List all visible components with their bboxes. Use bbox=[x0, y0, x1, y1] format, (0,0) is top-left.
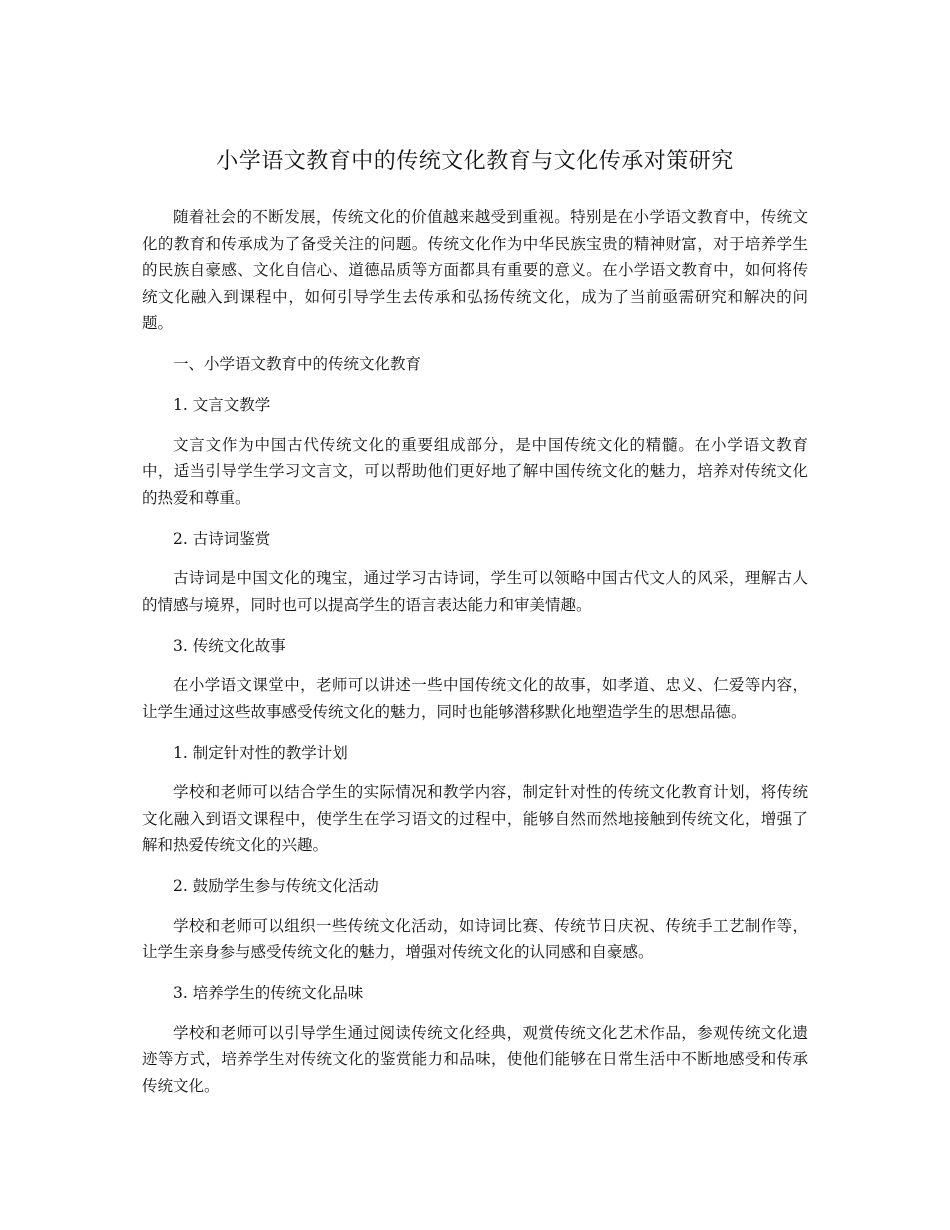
item-heading: 3. 培养学生的传统文化品味 bbox=[173, 984, 364, 1002]
item-paragraph: 学校和老师可以组织一些传统文化活动，如诗词比赛、传统节日庆祝、传统手工艺制作等，让学生亲身参与感受传统文化的魅力，增强对传统文化的认同感和自豪感。 bbox=[142, 916, 808, 961]
intro-paragraph: 随着社会的不断发展，传统文化的价值越来越受到重视。特别是在小学语文教育中，传统文化的教育和传承成为了备受关注的问题。传统文化作为中华民族宝贵的精神财富，对于培养学生的民族自豪感、文化自信心、道德品质等方面都具有重要的意义。在小学语文教育中，如何将传统文化融入到课程中，如何引导学生去传承和弘扬传统文化，成为了当前亟需研究和解决的问题。 bbox=[142, 208, 808, 332]
item-heading: 1. 文言文教学 bbox=[173, 396, 271, 414]
item-paragraph: 学校和老师可以结合学生的实际情况和教学内容，制定针对性的传统文化教育计划，将传统文化融入到语文课程中，使学生在学习语文的过程中，能够自然而然地接触到传统文化，增强了解和热爱传统文化的兴趣。 bbox=[142, 783, 808, 854]
document-body bbox=[142, 204, 808, 1099]
item-paragraph: 文言文作为中国古代传统文化的重要组成部分，是中国传统文化的精髓。在小学语文教育中，适当引导学生学习文言文，可以帮助他们更好地了解中国传统文化的魅力，培养对传统文化的热爱和尊重。 bbox=[142, 435, 808, 507]
item-heading: 3. 传统文化故事 bbox=[173, 636, 286, 655]
item-paragraph: 古诗词是中国文化的瑰宝，通过学习古诗词，学生可以领略中国古代文人的风采，理解古人的情感与境界，同时也可以提高学生的语言表达能力和审美情趣。 bbox=[142, 569, 808, 614]
document-title: 小学语文教育中的传统文化教育与文化传承对策研究 bbox=[216, 149, 734, 174]
item-paragraph: 在小学语文课堂中，老师可以讲述一些中国传统文化的故事，如孝道、忠义、仁爱等内容，让学生通过这些故事感受传统文化的魅力，同时也能够潜移默化地塑造学生的思想品德。 bbox=[142, 676, 808, 721]
item-heading: 2. 鼓励学生参与传统文化活动 bbox=[173, 877, 379, 895]
item-heading: 1. 制定针对性的教学计划 bbox=[173, 743, 348, 762]
item-heading: 2. 古诗词鉴赏 bbox=[173, 529, 271, 548]
item-paragraph: 学校和老师可以引导学生通过阅读传统文化经典，观赏传统文化艺术作品，参观传统文化遗迹等方式，培养学生对传统文化的鉴赏能力和品味，使他们能够在日常生活中不断地感受和传承传统文化。 bbox=[142, 1023, 808, 1095]
section-heading-1: 一、小学语文教育中的传统文化教育 bbox=[173, 355, 422, 373]
